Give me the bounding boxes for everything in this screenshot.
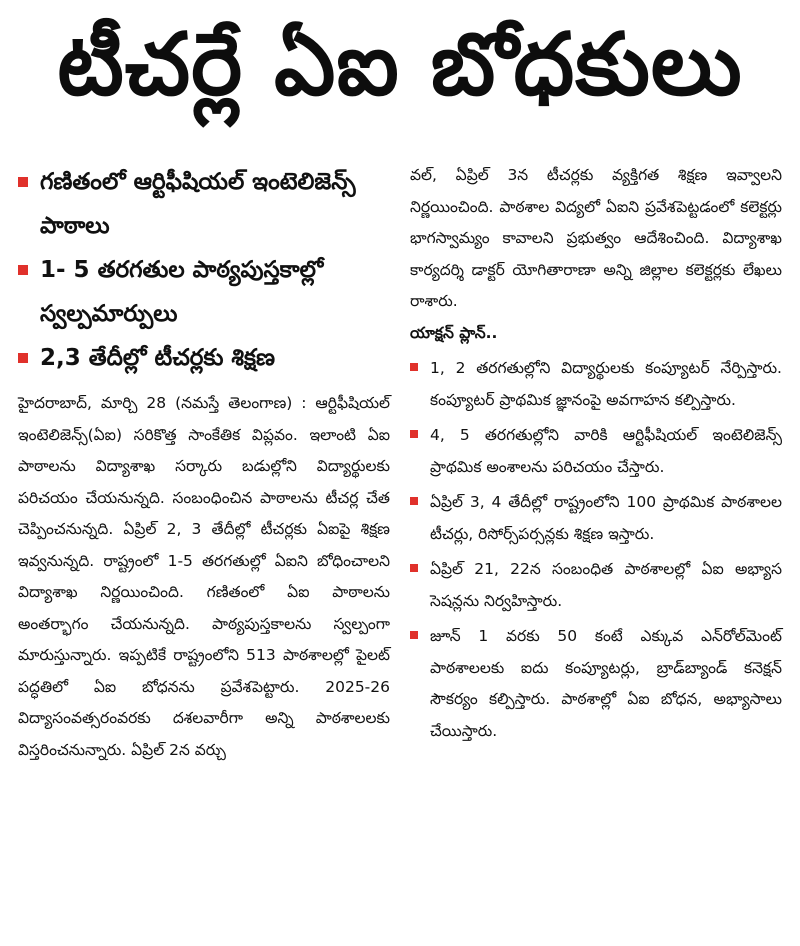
article-body-left: హైదరాబాద్, మార్చి 28 (నమస్తే తెలంగాణ) : ఆర్టిఫీషియల్ ఇంటెలిజెన్స్(ఏఐ) సరికొత్త సాంకేతిక విప్లవం. ఇలాంటి ఏఐ పాఠాలను విద్యాశాఖ సర్కారు బడుల్లోని విద్యార్థులకు పరిచయం చేయనున్నది. సంబంధించిన పాఠాలను టీచర్ల చేత చెప్పించనున్నది. ఏప్రిల్ 2, 3 తేదీల్లో టీచర్లకు ఏఐపై శిక్షణ ఇవ్వనున్నది. రాష్ట్రంలో 1-5 తరగతుల్లో ఏఐని బోధించాలని విద్యాశాఖ నిర్ణయించింది. గణితంలో ఏఐ పాఠాలను అంతర్భాగం చేయనున్నది. పాఠ్యపుస్తకాలను స్వల్పంగా మారుస్తున్నారు. ఇప్పటికే రాష్ట్రంలోని 513 పాఠశాలల్లో పైలట్ పద్ధతిలో ఏఐ బోధనను ప్రవేశపెట్టారు. 2025-26 విద్యాసంవత్సరంవరకు దశలవారీగా అన్ని పాఠశాలలకు విస్తరించనున్నారు. ఏప్రిల్ 2న వర్చు: [18, 394, 390, 759]
red-square-bullet-icon: [18, 265, 28, 275]
action-item-text: 4, 5 తరగతుల్లోని వారికి ఆర్టిఫీషియల్ ఇంటెలిజెన్స్ ప్రాథమిక అంశాలను పరిచయం చేస్తారు.: [430, 426, 782, 476]
highlight-item: [18, 336, 390, 380]
action-item-text: 1, 2 తరగతుల్లోని విద్యార్థులకు కంప్యూటర్ నేర్పిస్తారు. కంప్యూటర్ ప్రాథమిక జ్ఞానంపై అవగాహన కల్పిస్తారు.: [430, 359, 782, 409]
highlight-text: గణితంలో ఆర్టిఫీషియల్ ఇంటెలిజెన్స్ పాఠాలు: [40, 169, 356, 239]
action-item-text: ఏప్రిల్ 21, 22న సంబంధిత పాఠశాలల్లో ఏఐ అభ్యాస సెషన్లను నిర్వహిస్తారు.: [430, 560, 782, 610]
highlight-item: [18, 160, 390, 248]
action-plan-list: [410, 353, 782, 747]
right-column: [410, 160, 782, 751]
headline: టీచర్లే ఏఐ బోధకులు: [57, 14, 743, 115]
action-item: [410, 621, 782, 747]
action-item: [410, 487, 782, 550]
red-square-bullet-icon: [18, 353, 28, 363]
highlight-text: 2,3 తేదీల్లో టీచర్లకు శిక్షణ: [40, 345, 276, 371]
red-square-bullet-icon: [410, 430, 418, 438]
action-item-text: ఏప్రిల్ 3, 4 తేదీల్లో రాష్ట్రంలోని 100 ప్రాథమిక పాఠశాలల టీచర్లు, రిసోర్స్‌పర్సన్లకు శిక్షణ ఇస్తారు.: [430, 493, 782, 543]
highlight-text: 1- 5 తరగతుల పాఠ్యపుస్తకాల్లో స్వల్పమార్పులు: [40, 257, 324, 327]
red-square-bullet-icon: [410, 363, 418, 371]
action-item: [410, 353, 782, 416]
article-body-right: వల్, ఏప్రిల్ 3న టీచర్లకు వ్యక్తిగత శిక్షణ ఇవ్వాలని నిర్ణయించింది. పాఠశాల విద్యలో ఏఐని ప్రవేశపెట్టడంలో కలెక్టర్లు భాగస్వామ్యం కావాలని ప్రభుత్వం ఆదేశించింది. విద్యాశాఖ కార్యదర్శి డాక్టర్ యోగితారాణా అన్ని జిల్లాల కలెక్టర్లకు లేఖలు రాశారు.: [410, 166, 782, 310]
action-item: [410, 420, 782, 483]
action-item: [410, 554, 782, 617]
red-square-bullet-icon: [410, 497, 418, 505]
highlight-item: [18, 248, 390, 336]
red-square-bullet-icon: [410, 564, 418, 572]
action-item-text: జూన్ 1 వరకు 50 కంటే ఎక్కువ ఎన్‌రోల్‌మెంట్ పాఠశాలలకు ఐదు కంప్యూటర్లు, బ్రాడ్‌బ్యాండ్ కనెక్షన్ సౌకర్యం కల్పిస్తారు. పాఠశాల్లో ఏఐ బోధన, అభ్యాసాలు చేయిస్తారు.: [430, 627, 782, 740]
red-square-bullet-icon: [410, 631, 418, 639]
red-square-bullet-icon: [18, 177, 28, 187]
action-plan-heading: యాక్షన్ ప్లాన్..: [410, 323, 498, 342]
left-column: [18, 160, 390, 766]
